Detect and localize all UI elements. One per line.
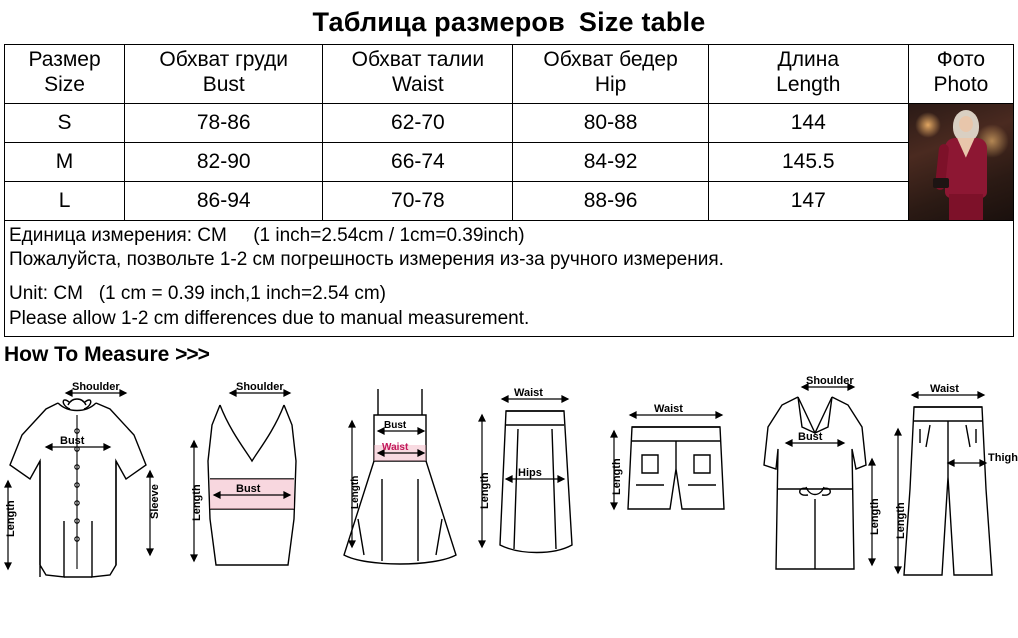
figure-label: Bust <box>384 420 407 432</box>
figure-label: Hips <box>518 467 542 480</box>
header-bust-ru: Обхват груди <box>159 48 289 72</box>
figure-blouse <box>0 369 178 591</box>
header-photo-en: Photo <box>933 72 989 96</box>
header-length-en: Length <box>776 72 841 96</box>
note-unit-ru: Единица измерения: CM (1 inch=2.54cm / 1cm=0.39inch) <box>9 224 525 246</box>
figure-label: Length <box>350 476 361 510</box>
page-title <box>0 0 1018 44</box>
figure-label: Bust <box>236 483 261 496</box>
cell-size: S <box>5 103 125 142</box>
arrows-icon: >>> <box>175 343 209 367</box>
figure-camisole <box>178 369 338 591</box>
header-hip <box>513 45 708 104</box>
cell-waist: 70-78 <box>323 181 513 220</box>
table-row <box>5 103 1014 142</box>
measurement-figures <box>0 369 1018 591</box>
model-skirt <box>949 194 983 220</box>
size-table <box>4 44 1014 221</box>
product-photo <box>908 103 1013 220</box>
cell-waist: 66-74 <box>323 142 513 181</box>
note-unit-en: Unit: CM (1 cm = 0.39 inch,1 inch=2.54 cm) <box>9 282 386 304</box>
header-size <box>5 45 125 104</box>
cell-bust: 78-86 <box>125 103 323 142</box>
cell-waist: 62-70 <box>323 103 513 142</box>
header-waist <box>323 45 513 104</box>
note-spacer <box>9 273 1009 282</box>
how-to-measure-heading <box>4 343 1018 367</box>
header-bust <box>125 45 323 104</box>
figure-label: Length <box>611 458 623 496</box>
cell-size: M <box>5 142 125 181</box>
figure-shorts <box>598 369 758 591</box>
header-size-ru: Размер <box>28 48 101 72</box>
header-hip-en: Hip <box>594 72 627 96</box>
header-hip-ru: Обхват бедер <box>543 48 678 72</box>
cell-length: 144 <box>708 103 908 142</box>
figure-label: Sleeve <box>149 484 161 520</box>
cell-size: L <box>5 181 125 220</box>
figure-trousers <box>886 369 1018 591</box>
cell-hip: 80-88 <box>513 103 708 142</box>
figure-label: Thigh <box>988 452 1018 465</box>
figure-label: Waist <box>930 383 959 396</box>
note-allowance-ru: Пожалуйста, позвольте 1-2 см погрешность измерения из-за ручного измерения. <box>9 249 724 271</box>
figure-label: Length <box>895 502 907 540</box>
cell-bust: 86-94 <box>125 181 323 220</box>
model-face <box>959 116 973 132</box>
figure-skater-dress <box>338 369 468 591</box>
header-photo-ru: Фото <box>936 48 986 72</box>
figure-label: Shoulder <box>806 375 854 388</box>
figure-label: Shoulder <box>72 381 120 394</box>
page-title-ru: Таблица размеров <box>312 7 565 37</box>
header-size-en: Size <box>44 72 85 96</box>
cell-length: 147 <box>708 181 908 220</box>
model-clutch <box>933 178 949 188</box>
figure-skirt <box>468 369 598 591</box>
cell-hip: 88-96 <box>513 181 708 220</box>
how-to-measure-label: How To Measure <box>4 343 170 367</box>
figure-coat <box>746 369 886 591</box>
header-bust-en: Bust <box>202 72 245 96</box>
figure-label: Bust <box>60 435 85 448</box>
cell-length: 145.5 <box>708 142 908 181</box>
figure-label: Length <box>191 484 203 522</box>
photo-bokeh-light <box>915 112 941 138</box>
note-allowance-en: Please allow 1-2 cm differences due to manual measurement. <box>9 307 530 329</box>
figure-label: Length <box>869 498 881 536</box>
cell-bust: 82-90 <box>125 142 323 181</box>
header-length <box>708 45 908 104</box>
header-photo <box>908 45 1013 104</box>
measurement-notes <box>4 221 1014 338</box>
table-row <box>5 142 1014 181</box>
figure-label: Waist <box>514 387 543 400</box>
header-waist-en: Waist <box>392 72 444 96</box>
cell-hip: 84-92 <box>513 142 708 181</box>
header-waist-ru: Обхват талии <box>351 48 485 72</box>
figure-label: Length <box>5 500 17 538</box>
table-header-row <box>5 45 1014 104</box>
header-length-ru: Длина <box>777 48 839 72</box>
figure-label: Bust <box>798 431 823 444</box>
figure-label: Shoulder <box>236 381 284 394</box>
figure-label: Length <box>479 472 491 510</box>
page-title-en: Size table <box>578 7 706 37</box>
product-photo-image <box>909 104 1013 220</box>
figure-label: Waist <box>382 442 409 454</box>
figure-label: Waist <box>654 403 683 416</box>
table-row <box>5 181 1014 220</box>
